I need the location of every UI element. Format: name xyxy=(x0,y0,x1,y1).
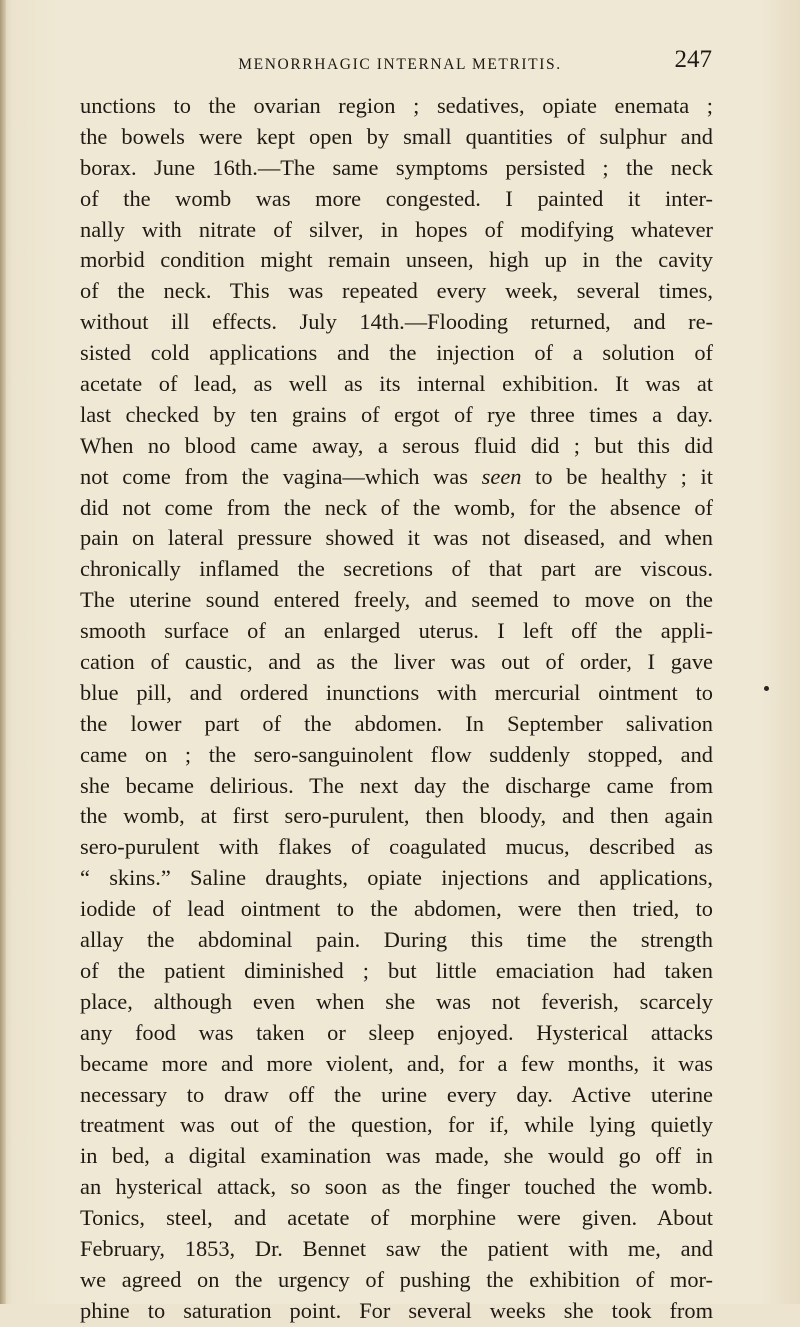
italic-word: seen xyxy=(481,463,522,489)
text-segment: to be healthy ; it xyxy=(521,463,713,489)
text-line: phine to saturation point. For several weeks she took from xyxy=(80,1297,713,1323)
text-line: last checked by ten grains of ergot of rye three times a day. xyxy=(80,401,713,427)
text-line: treatment was out of the question, for if, while lying quietly xyxy=(80,1112,713,1138)
text-line: place, although even when she was not feverish, scarcely xyxy=(80,988,713,1014)
text-line: the bowels were kept open by small quantities of sulphur and xyxy=(80,123,713,149)
text-line: When no blood came away, a serous fluid did ; but this did xyxy=(80,432,713,458)
text-line-with-italic xyxy=(80,462,713,493)
body-text xyxy=(80,91,713,1327)
text-line: acetate of lead, as well as its internal exhibition. It was at xyxy=(80,371,713,397)
text-line: she became delirious. The next day the discharge came from xyxy=(80,772,713,798)
text-line: became more and more violent, and, for a few months, it was xyxy=(80,1050,713,1076)
binding-edge xyxy=(0,0,6,1304)
text-line: borax. June 16th.—The same symptoms persisted ; the neck xyxy=(80,154,713,180)
text-line: the womb, at first sero-purulent, then bloody, and then again xyxy=(80,803,713,829)
text-line: necessary to draw off the urine every day. Active uterine xyxy=(80,1081,713,1107)
text-line: sero-purulent with flakes of coagulated mucus, described as xyxy=(80,834,713,860)
page-header xyxy=(0,46,800,82)
text-line: February, 1853, Dr. Bennet saw the patient with me, and xyxy=(80,1235,713,1261)
text-line: sisted cold applications and the injection of a solution of xyxy=(80,340,713,366)
running-title: MENORRHAGIC INTERNAL METRITIS. xyxy=(238,56,562,73)
text-line: nally with nitrate of silver, in hopes of modifying whatever xyxy=(80,216,713,242)
margin-ink-dot xyxy=(764,686,769,691)
text-line: blue pill, and ordered inunctions with mercurial ointment to xyxy=(80,679,713,705)
page-number: 247 xyxy=(674,46,712,73)
text-line: of the neck. This was repeated every week, several times, xyxy=(80,278,713,304)
text-line: an hysterical attack, so soon as the finger touched the womb. xyxy=(80,1174,713,1200)
text-line: The uterine sound entered freely, and seemed to move on the xyxy=(80,587,713,613)
text-line: pain on lateral pressure showed it was not diseased, and when xyxy=(80,525,713,551)
text-line: “ skins.” Saline draughts, opiate injections and applications, xyxy=(80,865,713,891)
text-line: in bed, a digital examination was made, she would go off in xyxy=(80,1143,713,1169)
text-line: without ill effects. July 14th.—Flooding returned, and re- xyxy=(80,309,713,335)
text-line: iodide of lead ointment to the abdomen, were then tried, to xyxy=(80,896,713,922)
text-line: of the womb was more congested. I painted it inter- xyxy=(80,185,713,211)
text-segment: not come from the vagina—which was xyxy=(80,463,482,489)
text-line: unctions to the ovarian region ; sedatives, opiate enemata ; xyxy=(80,93,713,118)
text-line: morbid condition might remain unseen, high up in the cavity xyxy=(80,247,713,273)
text-line: did not come from the neck of the womb, for the absence of xyxy=(80,494,713,520)
text-line: cation of caustic, and as the liver was out of order, I gave xyxy=(80,649,713,675)
text-line: we agreed on the urgency of pushing the exhibition of mor- xyxy=(80,1266,713,1292)
text-line: the lower part of the abdomen. In September salivation xyxy=(80,710,713,736)
text-line: came on ; the sero-sanguinolent flow suddenly stopped, and xyxy=(80,741,713,767)
text-line: chronically inflamed the secretions of that part are viscous. xyxy=(80,556,713,582)
text-line: Tonics, steel, and acetate of morphine were given. About xyxy=(80,1205,713,1231)
text-line: allay the abdominal pain. During this time the strength xyxy=(80,927,713,953)
text-line: of the patient diminished ; but little emaciation had taken xyxy=(80,957,713,983)
text-line: any food was taken or sleep enjoyed. Hysterical attacks xyxy=(80,1019,713,1045)
text-line: smooth surface of an enlarged uterus. I left off the appli- xyxy=(80,618,713,644)
